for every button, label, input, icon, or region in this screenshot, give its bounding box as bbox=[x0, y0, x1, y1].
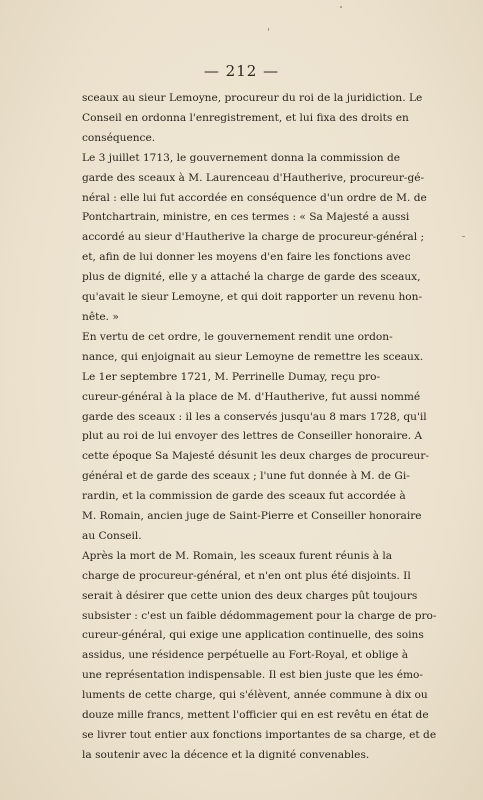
paragraph-5: Après la mort de M. Romain, les sceaux furent réunis à la charge de procureur-général, et n'en ont plus été disjoints. Il serait à désirer que cette union des deux charges pût toujours subsister : c'est un faible dédommagement pour la charge de pro- cureur-général, qui exige une application continuelle, des soins assidus, une résidence perpétuelle au Fort-Royal, et oblige à une représentation indispensable. Il est bien juste que les émo- luments de cette charge, qui s'élèvent, année commune à dix ou douze mille francs, mettent l'officier qui en est revêtu en état de se livrer tout entier aux fonctions importantes de sa charge, et de la soutenir avec la décence et la dignité convenables. bbox=[82, 549, 437, 761]
body-text bbox=[82, 89, 460, 766]
paragraph-1: sceaux au sieur Lemoyne, procureur du roi de la juridiction. Le Conseil en ordonna l'enregistrement, et lui fixa des droits en conséquence. bbox=[82, 92, 423, 144]
paper-speck bbox=[268, 28, 269, 31]
paper-speck bbox=[462, 236, 465, 237]
paragraph-3: En vertu de cet ordre, le gouvernement rendit une ordon- nance, qui enjoignait au sieur Lemoyne de remettre les sceaux. bbox=[82, 330, 424, 363]
paragraph-4: Le 1er septembre 1721, M. Perrinelle Dumay, reçu pro- cureur-général à la place de M. d'Hautherive, fut aussi nommé garde des sceaux : il les a conservés jusqu'au 8 mars 1728, qu'il plut au roi de lui envoyer des lettres de Conseiller honoraire. A cette époque Sa Majesté désunit les deux charges de procureur- général et de garde des sceaux ; l'une fut donnée à M. de Gi- rardin, et la commission de garde des sceaux fut accordée à M. Romain, ancien juge de Saint-Pierre et Conseiller honoraire au Conseil. bbox=[82, 370, 430, 542]
paragraph-2: Le 3 juillet 1713, le gouvernement donna la commission de garde des sceaux à M. Laurenceau d'Hautherive, procureur-gé- néral : elle lui fut accordée en conséquence d'un ordre de M. de Pontchartrain, ministre, en ces termes : « Sa Majesté a aussi accordé au sieur d'Hautherive la charge de procureur-général ; et, afin de lui donner les moyens d'en faire les fonctions avec plus de dignité, elle y a attaché la charge de garde des sceaux, qu'avait le sieur Lemoyne, et qui doit rapporter un revenu hon- nête. » bbox=[82, 151, 427, 323]
page-number: — 212 — bbox=[203, 62, 280, 80]
paper-speck bbox=[340, 6, 342, 8]
